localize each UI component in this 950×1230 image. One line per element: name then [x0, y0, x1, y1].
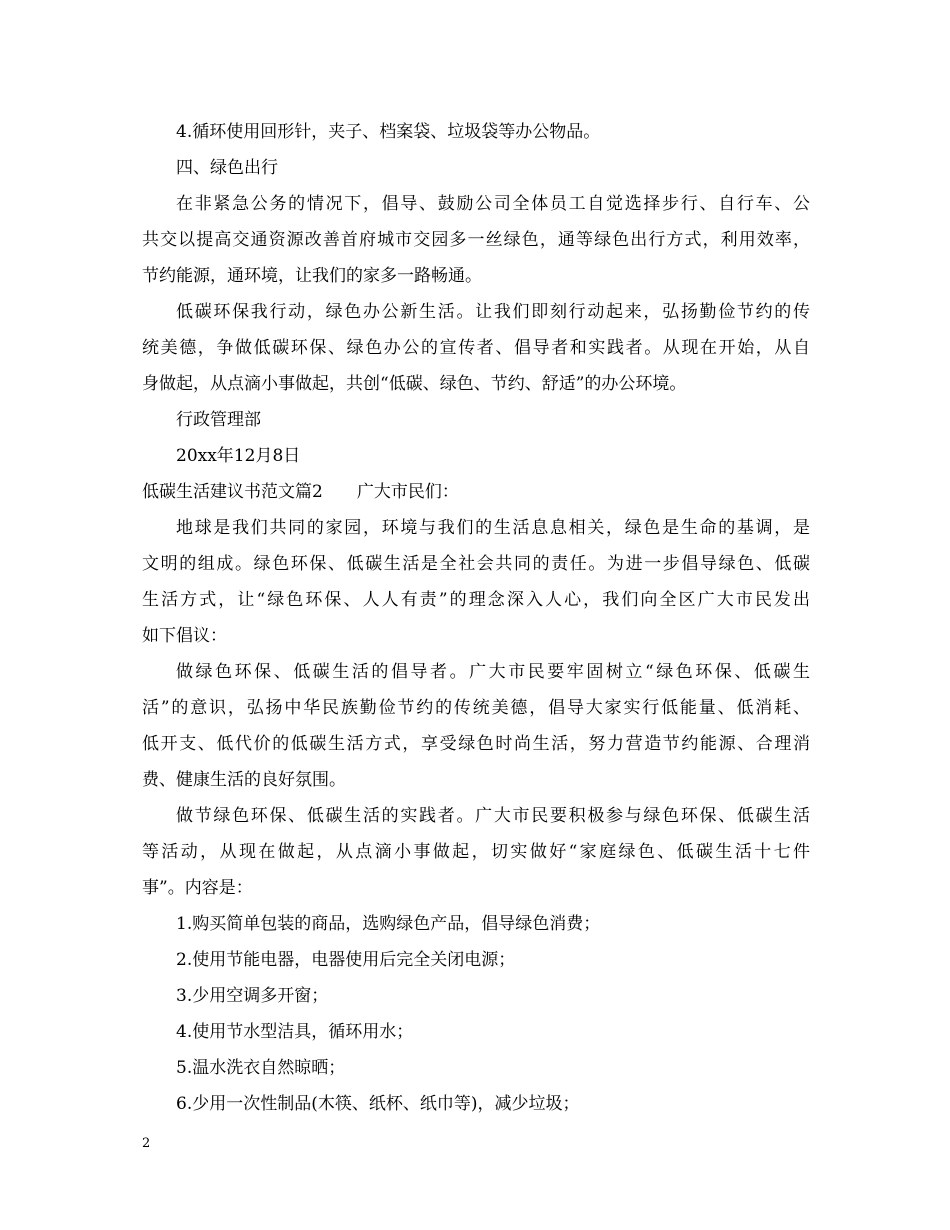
text-line: 1.购买简单包装的商品，选购绿色产品，倡导绿色消费；: [176, 914, 601, 934]
text-line: 4.循环使用回形针，夹子、档案袋、垃圾袋等办公物品。: [176, 122, 601, 142]
text-line: 在非紧急公务的情况下，倡导、鼓励公司全体员工自觉选择步行、自行车、公: [176, 194, 810, 214]
text-line: 四、绿色出行: [176, 158, 278, 178]
text-line: 3.少用空调多开窗；: [176, 986, 329, 1006]
text-line: 等活动，从现在做起，从点滴小事做起，切实做好“家庭绿色、低碳生活十七件: [142, 842, 810, 862]
text-line: 6.少用一次性制品(木筷、纸杯、纸巾等)，减少垃圾；: [176, 1094, 580, 1114]
text-line: 费、健康生活的良好氛围。: [142, 770, 346, 790]
text-line: 低碳环保我行动，绿色办公新生活。让我们即刻行动起来，弘扬勤俭节约的传: [176, 302, 810, 322]
text-line: 身做起，从点滴小事做起，共创“低碳、绿色、节约、舒适”的办公环境。: [142, 374, 687, 394]
page-number: 2: [142, 1136, 151, 1151]
text-line: 低碳生活建议书范文篇2 广大市民们：: [142, 482, 459, 502]
document-body: [142, 114, 810, 1122]
text-line: 做绿色环保、低碳生活的倡导者。广大市民要牢固树立“绿色环保、低碳生: [176, 662, 810, 682]
text-line: 20xx年12月8日: [176, 446, 301, 466]
text-line: 统美德，争做低碳环保、绿色办公的宣传者、倡导者和实践者。从现在开始，从自: [142, 338, 810, 358]
text-line: 事”。内容是：: [142, 878, 253, 898]
text-line: 生活方式，让“绿色环保、人人有责”的理念深入人心，我们向全区广大市民发出: [142, 590, 810, 610]
text-line: 5.温水洗衣自然晾晒；: [176, 1058, 346, 1078]
text-line: 做节绿色环保、低碳生活的实践者。广大市民要积极参与绿色环保、低碳生活: [176, 806, 810, 826]
text-line: 4.使用节水型洁具，循环用水；: [176, 1022, 414, 1042]
text-line: 活”的意识，弘扬中华民族勤俭节约的传统美德，倡导大家实行低能量、低消耗、: [142, 698, 810, 718]
text-line: 共交以提高交通资源改善首府城市交园多一丝绿色，通等绿色出行方式，利用效率，: [142, 230, 810, 250]
text-line: 节约能源，通环境，让我们的家多一路畅通。: [142, 266, 482, 286]
text-line: 低开支、低代价的低碳生活方式，享受绿色时尚生活，努力营造节约能源、合理消: [142, 734, 810, 754]
text-line: 2.使用节能电器，电器使用后完全关闭电源；: [176, 950, 516, 970]
text-line: 如下倡议：: [142, 626, 227, 646]
text-line: 文明的组成。绿色环保、低碳生活是全社会共同的责任。为进一步倡导绿色、低碳: [142, 554, 810, 574]
text-line: 行政管理部: [176, 410, 261, 430]
text-line: 地球是我们共同的家园，环境与我们的生活息息相关，绿色是生命的基调，是: [176, 518, 810, 538]
